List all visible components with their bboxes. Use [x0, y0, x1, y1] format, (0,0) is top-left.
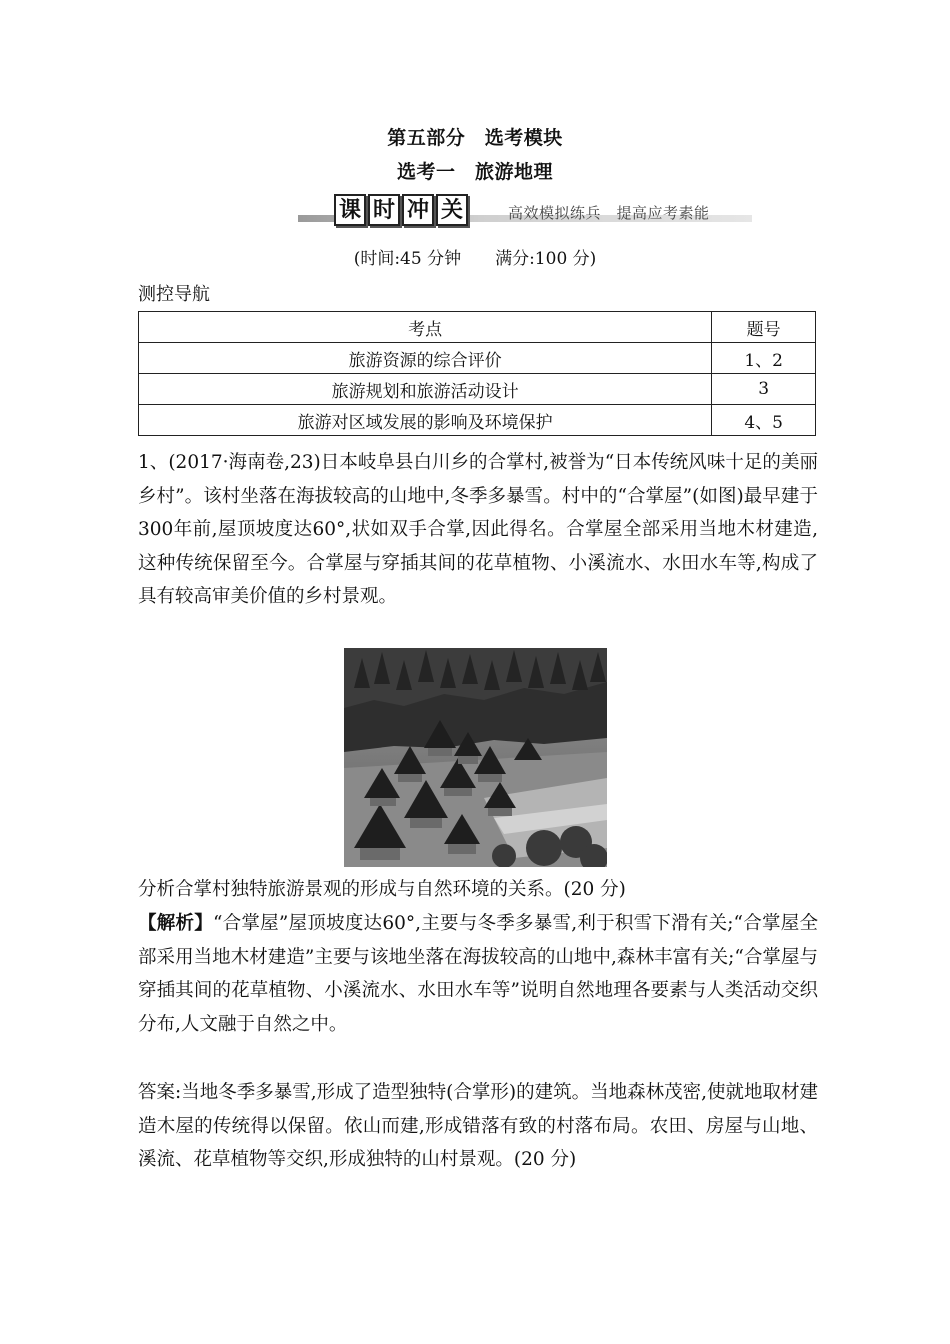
analysis-label: 【解析】 [138, 913, 213, 934]
table-row [139, 343, 816, 374]
section-banner [298, 194, 752, 228]
nav-table [138, 311, 816, 436]
answer-label: 答案: [138, 1082, 182, 1103]
table-row [139, 405, 816, 436]
banner-char: 关 [436, 194, 468, 226]
question-stem: 1、(2017·海南卷,23)日本岐阜县白川乡的合掌村,被誉为“日本传统风味十足的美丽乡村”。该村坐落在海拔较高的山地中,冬季多暴雪。村中的“合掌屋”(如图)最早建于300年前,屋顶坡度达60°,状如双手合掌,因此得名。合掌屋全部采用当地木材建造,这种传统保留至今。合掌屋与穿插其间的花草植物、小溪流水、水田水车等,构成了具有较高审美价值的乡村景观。 [138, 452, 818, 608]
nav-title: 测控导航 [138, 284, 210, 305]
village-photo [344, 648, 607, 867]
answer-paragraph [138, 1076, 818, 1177]
time-score-info: (时间:45 分钟 满分:100 分) [353, 249, 597, 269]
analysis-text: “合掌屋”屋顶坡度达60°,主要与冬季多暴雪,利于积雪下滑有关;“合掌屋全部采用当地木材建造”主要与该地坐落在海拔较高的山地中,森林丰富有关;“合掌屋与穿插其间的花草植物、小溪流水、水田水车等”说明自然地理各要素与人类活动交织分布,人文融于自然之中。 [138, 913, 818, 1035]
banner-char: 冲 [402, 194, 434, 226]
header-topic: 考点 [139, 312, 712, 343]
banner-title [334, 194, 468, 226]
question-no-cell: 4、5 [712, 405, 816, 436]
table-row [139, 374, 816, 405]
answer-text: 当地冬季多暴雪,形成了造型独特(合掌形)的建筑。当地森林茂密,使就地取材建造木屋的传统得以保留。依山而建,形成错落有致的村落布局。农田、房屋与山地、溪流、花草植物等交织,形成独特的山村景观。(20 分) [138, 1082, 819, 1171]
gassho-village-image [344, 648, 607, 867]
question-no-cell: 1、2 [712, 343, 816, 374]
part-title: 第五部分 选考模块 [387, 127, 563, 149]
question-no-cell: 3 [712, 374, 816, 405]
analysis-paragraph [138, 907, 818, 1041]
banner-slogan: 高效模拟练兵 提高应考素能 [508, 204, 710, 222]
module-title: 选考一 旅游地理 [396, 161, 553, 183]
header-question-no: 题号 [712, 312, 816, 343]
table-header-row [139, 312, 816, 343]
topic-cell: 旅游对区域发展的影响及环境保护 [139, 405, 712, 436]
topic-cell: 旅游资源的综合评价 [139, 343, 712, 374]
topic-cell: 旅游规划和旅游活动设计 [139, 374, 712, 405]
question-ask: 分析合掌村独特旅游景观的形成与自然环境的关系。(20 分) [138, 879, 626, 900]
banner-char: 课 [334, 194, 366, 226]
banner-char: 时 [368, 194, 400, 226]
